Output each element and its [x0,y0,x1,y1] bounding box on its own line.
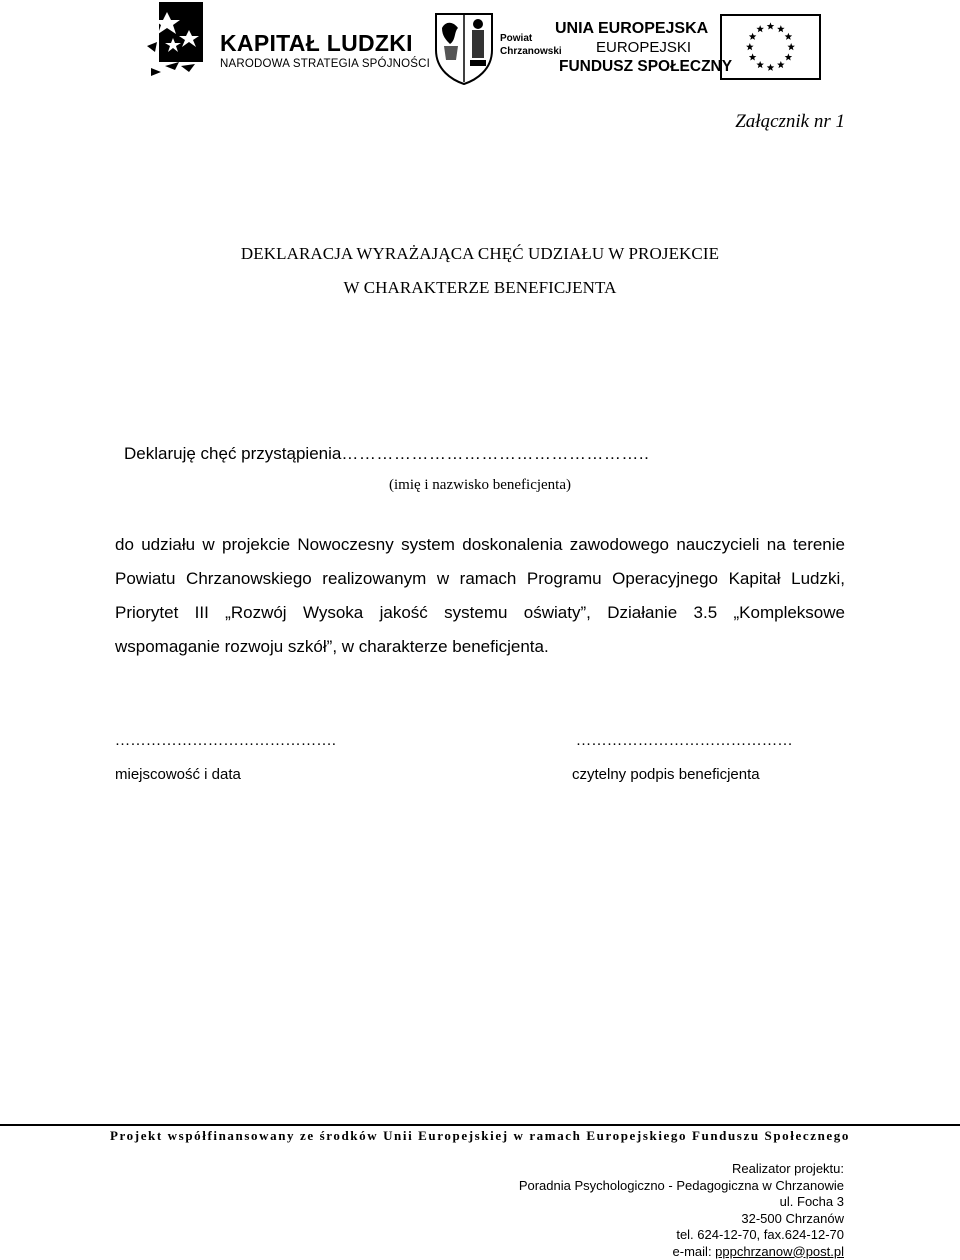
footer-divider [0,1124,960,1126]
name-field-hint: (imię i nazwisko beneficjenta) [0,477,960,494]
place-date-dots: ……………………………………. [115,733,336,750]
signature-label: czytelny podpis beneficjenta [572,766,760,783]
eu-star-icon [746,43,753,50]
eu-line2: EUROPEJSKI [596,39,691,56]
eu-star-icon [749,53,757,60]
contact-email-label: e-mail: [673,1244,716,1259]
eu-star-icon [756,61,763,68]
document-title-line1: DEKLARACJA WYRAŻAJĄCA CHĘĆ UDZIAŁU W PROJEKCIE [0,244,960,264]
eu-star-icon [777,25,784,32]
kapital-ludzki-emblem-icon [145,2,217,82]
powiat-line2: Chrzanowski [500,45,562,58]
cofinancing-note: Projekt współfinansowany ze środków Unii Europejskiej w ramach Europejskiego Funduszu Społecznego [0,1128,960,1144]
contact-phone: tel. 624-12-70, fax.624-12-70 [519,1227,844,1244]
powiat-chrzanowski-logo [432,10,552,86]
annex-label: Załącznik nr 1 [735,111,845,133]
signature-dots: …………………………………… [576,733,793,750]
place-date-label: miejscowość i data [115,766,241,783]
kapital-ludzki-logo [145,2,410,82]
powiat-line1: Powiat [500,32,562,45]
eu-efs-logo [555,20,823,84]
eu-star-icon [785,53,793,60]
eu-flag-icon [720,14,821,80]
eu-star-icon [777,61,784,68]
kapital-ludzki-subtitle: NARODOWA STRATEGIA SPÓJNOŚCI [220,58,430,70]
contact-heading: Realizator projektu: [519,1161,844,1178]
document-title-line2: W CHARAKTERZE BENEFICJENTA [0,278,960,298]
eu-star-icon [767,64,774,71]
coat-of-arms-icon [432,10,496,86]
contact-org: Poradnia Psychologiczno - Pedagogiczna w Chrzanowie [519,1178,844,1195]
eu-line3: FUNDUSZ SPOŁECZNY [559,58,732,76]
declaration-text: Deklaruję chęć przystąpienia [124,444,341,463]
contact-street: ul. Focha 3 [519,1194,844,1211]
eu-line1: UNIA EUROPEJSKA [555,20,708,38]
contact-city: 32-500 Chrzanów [519,1211,844,1228]
declaration-line [124,444,649,464]
powiat-name [500,32,562,58]
kapital-ludzki-title: KAPITAŁ LUDZKI [220,30,413,57]
eu-star-icon [787,43,794,50]
name-fill-dots: …………………………………………….. [341,444,649,463]
contact-email-link[interactable]: pppchrzanow@post.pl [715,1244,844,1259]
eu-star-icon [749,33,757,40]
contact-email-row [519,1244,844,1260]
eu-star-icon [767,22,774,29]
contact-block [519,1161,844,1260]
eu-star-icon [785,33,793,40]
declaration-paragraph: do udziału w projekcie Nowoczesny system doskonalenia zawodowego nauczycieli na terenie Powiatu Chrzanowskiego realizowanym w ramach Programu Operacyjnego Kapitał Ludzki, Priorytet III „Rozwój Wysoka jakość systemu oświaty”, Działanie 3.5 „Kompleksowe wspomaganie rozwoju szkół”, w charakterze beneficjenta. [115,528,845,664]
eu-star-icon [756,25,763,32]
